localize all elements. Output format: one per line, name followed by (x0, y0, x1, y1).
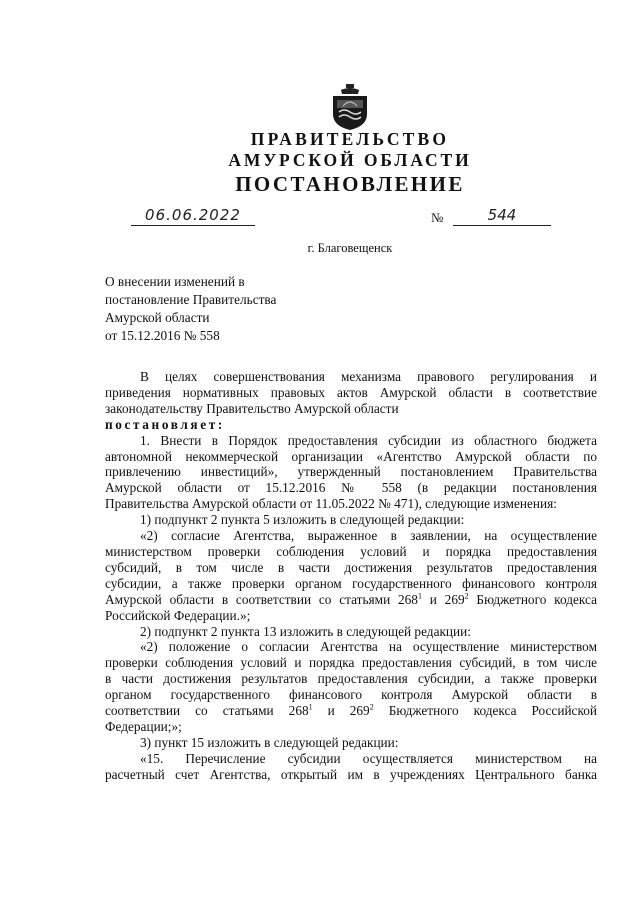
document-number: 544 (453, 205, 551, 226)
item1-line: Правительства Амурской области от 11.05.2022 № 471), следующие изменения: (105, 496, 557, 512)
subitem2-line: «2) положение о согласии Агентства на осуществление министерством (140, 639, 597, 655)
intro-line: В целях совершенствования механизма правового регулирования и (140, 369, 597, 384)
superscript: 1 (417, 591, 422, 601)
subitem2-text: Бюджетного кодекса Российской (373, 703, 598, 719)
subitem1-text: Амурской области в соответствии со статьями 268 (105, 591, 418, 607)
intro-line: приведения нормативных правовых актов Амурской области в соответствие (105, 384, 597, 400)
superscript: 1 (308, 702, 313, 712)
subitem2-line: в части достижения результатов предоставления субсидии, а также проверки (105, 671, 597, 687)
subitem1-line: Российской Федерации.»; (105, 607, 251, 623)
subitem1-line: субсидии, а также проверки органом государственного финансового контроля (105, 575, 597, 591)
superscript: 2 (464, 591, 469, 601)
subitem1-text: и 269 (421, 591, 465, 607)
subitem2-line: проверки соблюдения условий и порядка предоставления субсидий, в том числе (105, 655, 597, 671)
subitem3-line: расчетный счет Агентства, открытый им в учреждениях Центрального банка (105, 766, 597, 782)
subitem1-line: субсидий, в том числе в части достижения результатов предоставления (105, 559, 597, 575)
item1-line: 1. Внести в Порядок предоставления субсидии из областного бюджета (140, 432, 597, 448)
intro-line: законодательству Правительство Амурской области (105, 400, 399, 416)
subject-line: Амурской области (105, 310, 210, 325)
city-line: г. Благовещенск (307, 241, 393, 255)
number-label: № (431, 210, 444, 225)
subitem3-heading: 3) пункт 15 изложить в следующей редакции: (140, 734, 399, 750)
subject-line: от 15.12.2016 № 558 (105, 328, 220, 343)
document-type-title: ПОСТАНОВЛЕНИЕ (235, 172, 465, 196)
item1-line: автономной некоммерческой организации «Агентство Амурской области по (105, 448, 597, 464)
subitem2-text: соответствии со статьями 268 (105, 703, 309, 719)
subitem2-line (105, 703, 597, 719)
subitem1-line (105, 592, 597, 608)
subitem2-heading: 2) подпункт 2 пункта 13 изложить в следующей редакции: (140, 623, 471, 639)
subject-line: О внесении изменений в (105, 274, 245, 289)
government-title: ПРАВИТЕЛЬСТВО (250, 129, 450, 149)
document-subject (105, 273, 276, 345)
subject-line: постановление Правительства (105, 292, 277, 307)
coat-of-arms-emblem (329, 84, 371, 130)
item1-line: привлечению инвестиций», утвержденный постановлением Правительства (105, 464, 597, 480)
subitem1-line: министерством проверки соблюдения условий и порядка предоставления (105, 543, 597, 559)
subitem2-text: и 269 (312, 703, 370, 719)
subitem2-line: органом государственного финансового контроля Амурской области в (105, 687, 597, 703)
document-date: 06.06.2022 (131, 205, 255, 226)
subitem1-line: «2) согласие Агентства, выраженное в заявлении, на осуществление (140, 528, 597, 544)
superscript: 2 (369, 702, 374, 712)
subitem1-text: Бюджетного кодекса (468, 591, 597, 607)
resolves-heading: постановляет: (105, 416, 225, 432)
subitem3-line: «15. Перечисление субсидии осуществляется министерством на (140, 750, 597, 766)
document-body (105, 369, 597, 783)
subitem2-line: Федерации;»; (105, 718, 182, 734)
subitem1-heading: 1) подпункт 2 пункта 5 изложить в следующей редакции: (140, 512, 465, 528)
region-title: АМУРСКОЙ ОБЛАСТИ (228, 150, 472, 170)
item1-line: Амурской области от 15.12.2016 № 558 (в редакции постановления (105, 480, 597, 496)
